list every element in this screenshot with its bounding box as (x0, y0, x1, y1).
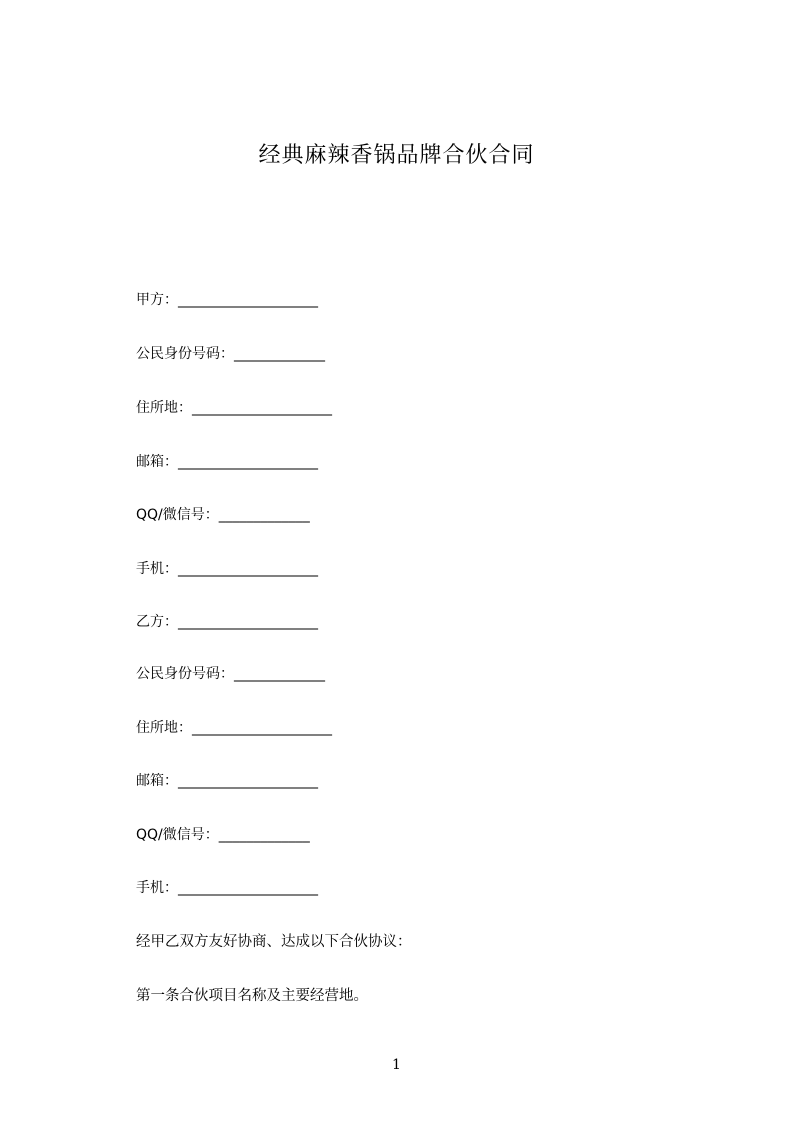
party-a-id-number-field: 公民身份号码：_____________ (136, 346, 325, 362)
party-b-id-number-field: 公民身份号码：_____________ (136, 666, 325, 682)
page-number: 1 (392, 1057, 401, 1073)
document-title: 经典麻辣香锅品牌合伙合同 (258, 143, 535, 168)
party-b-email-field: 邮箱：____________________ (136, 773, 318, 789)
party-b-name-field: 乙方：____________________ (136, 614, 318, 630)
party-b-address-field: 住所地：____________________ (136, 720, 332, 736)
article-1-heading: 第一条合伙项目名称及主要经营地。 (136, 988, 368, 1004)
agreement-preamble: 经甲乙双方友好协商、达成以下合伙协议： (136, 934, 412, 950)
party-a-address-field: 住所地：____________________ (136, 400, 332, 416)
party-a-qq-wechat-field: QQ/微信号：_____________ (136, 507, 310, 523)
party-b-mobile-field: 手机：____________________ (136, 880, 318, 896)
party-a-email-field: 邮箱：____________________ (136, 454, 318, 470)
party-a-mobile-field: 手机：____________________ (136, 561, 318, 577)
party-b-qq-wechat-field: QQ/微信号：_____________ (136, 827, 310, 843)
party-a-name-field: 甲方：____________________ (136, 292, 318, 308)
